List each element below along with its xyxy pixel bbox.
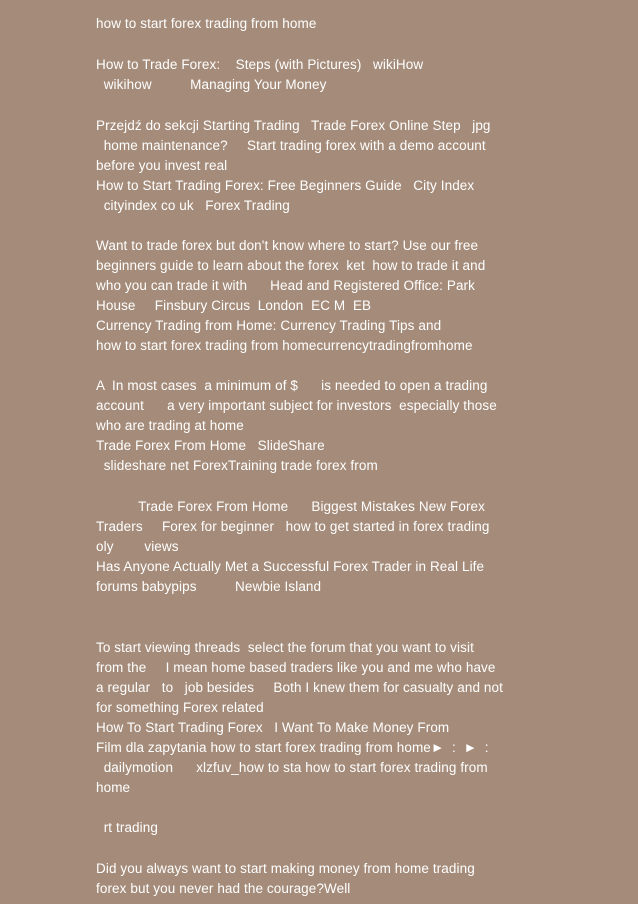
text-line: forex but you never had the courage?Well — [96, 881, 351, 896]
text-line: oly views — [96, 539, 179, 554]
text-line: a regular to job besides Both I knew them for casualty and not — [96, 680, 503, 695]
result-source: slideshare net ForexTraining trade forex from — [96, 458, 378, 473]
text-line: who you can trade it with Head and Registered Office: Park — [96, 278, 475, 293]
result-source: forums babypips Newbie Island — [96, 579, 322, 594]
text-line: Want to trade forex but don't know where to start? Use our free — [96, 238, 479, 253]
text-line: A In most cases a minimum of $ is needed to open a trading — [96, 378, 488, 393]
text-line: account a very important subject for investors especially those — [96, 398, 497, 413]
text-line: how to start forex trading from home — [96, 16, 317, 31]
text-line: home — [96, 780, 131, 795]
text-line: To start viewing threads select the forum that you want to visit — [96, 640, 474, 655]
result-source: wikihow Managing Your Money — [96, 77, 327, 92]
result-title[interactable]: How to Start Trading Forex: Free Beginners Guide City Index — [96, 178, 475, 193]
result-source: cityindex co uk Forex Trading — [96, 198, 290, 213]
result-source: dailymotion xlzfuv_how to sta how to start forex trading from — [96, 760, 488, 775]
result-title[interactable]: How to Trade Forex: Steps (with Pictures) wikiHow — [96, 57, 424, 72]
text-line: for something Forex related — [96, 700, 264, 715]
text-line: rt trading — [96, 820, 158, 835]
text-line: Traders Forex for beginner how to get started in forex trading — [96, 519, 490, 534]
text-line: beginners guide to learn about the forex ket how to trade it and — [96, 258, 486, 273]
text-line: Did you always want to start making money from home trading — [96, 861, 475, 876]
text-line: from the I mean home based traders like you and me who have — [96, 660, 496, 675]
result-title[interactable]: Currency Trading from Home: Currency Trading Tips and — [96, 318, 442, 333]
text-line: House Finsbury Circus London EC M EB — [96, 298, 372, 313]
text-line: Trade Forex From Home Biggest Mistakes New Forex — [96, 499, 486, 514]
text-line: Przejdź do sekcji Starting Trading Trade Forex Online Step jpg — [96, 118, 491, 133]
text-line: who are trading at home — [96, 418, 244, 433]
text-line: home maintenance? Start trading forex with a demo account — [96, 138, 486, 153]
result-title[interactable]: Trade Forex From Home SlideShare — [96, 438, 325, 453]
text-line: Film dla zapytania how to start forex trading from home► : ► : — [96, 740, 489, 755]
result-title[interactable]: Has Anyone Actually Met a Successful Forex Trader in Real Life — [96, 559, 485, 574]
result-source: how to start forex trading from homecurrencytradingfromhome — [96, 338, 473, 353]
text-line: before you invest real — [96, 158, 228, 173]
result-title[interactable]: How To Start Trading Forex I Want To Make Money From — [96, 720, 450, 735]
